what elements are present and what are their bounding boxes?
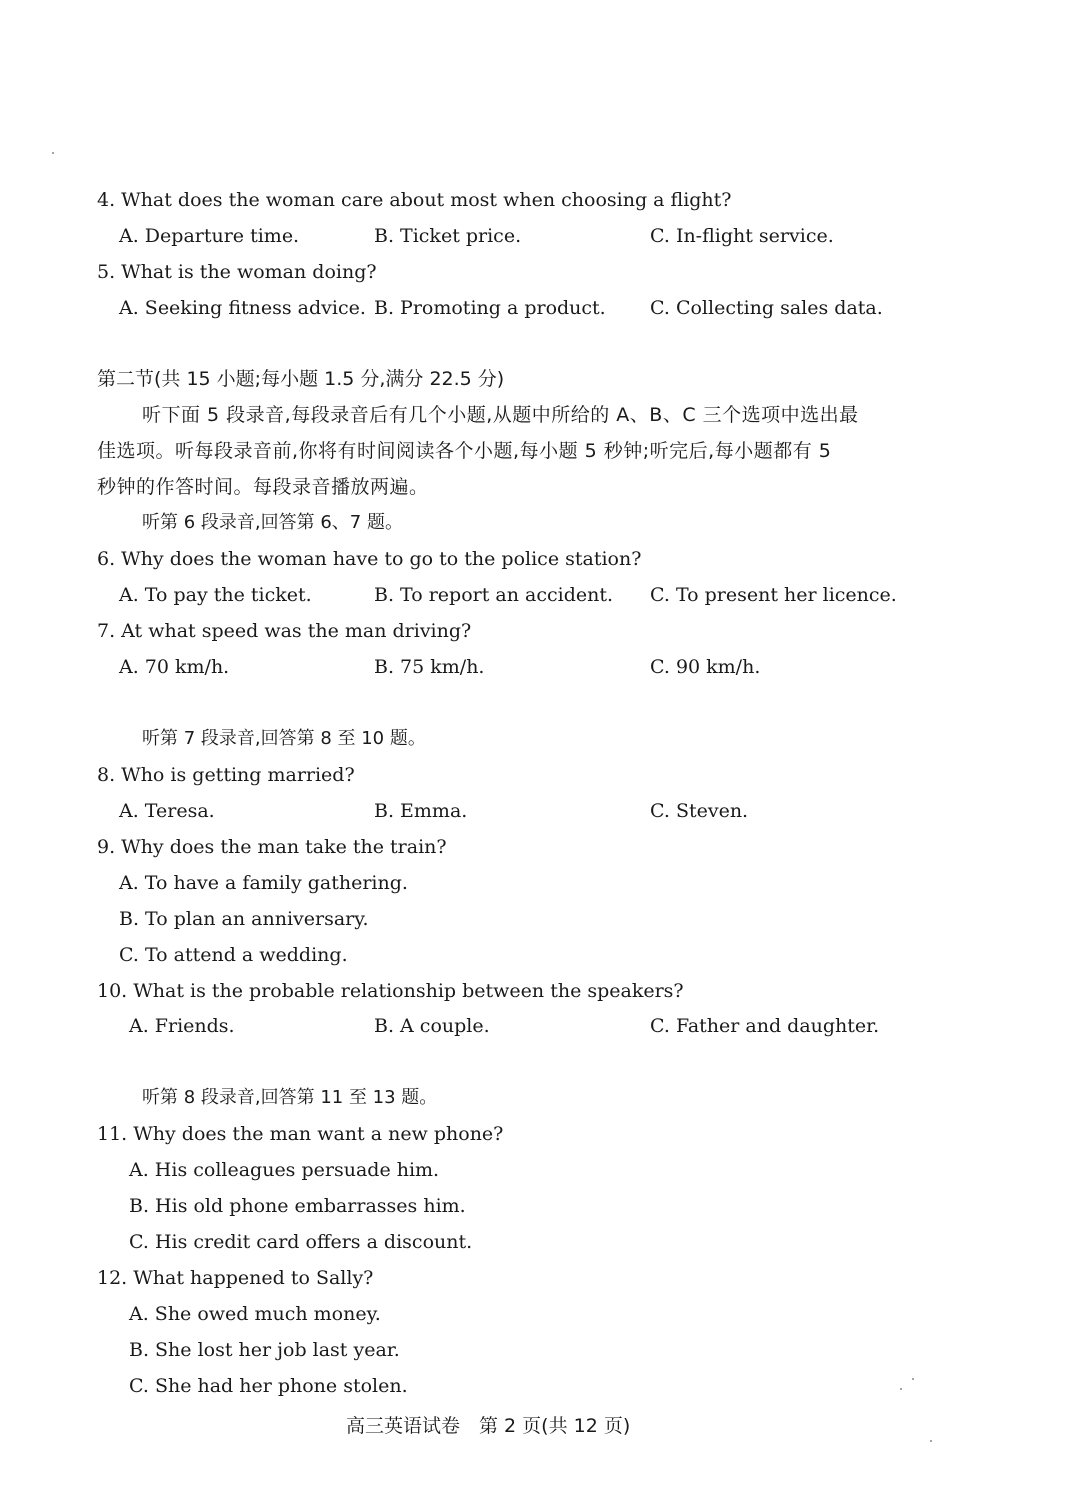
section-2-title: 第二节(共 15 小题;每小题 1.5 分,满分 22.5 分) [97, 368, 505, 390]
section-2-instructions-line-1: 听下面 5 段录音,每段录音后有几个小题,从题中所给的 A、B、C 三个选项中选出最 [142, 404, 859, 426]
question-9-option-a: A. To have a family gathering. [119, 872, 408, 894]
question-8-option-c: C. Steven. [650, 800, 749, 822]
recording-7-heading: 听第 7 段录音,回答第 8 至 10 题。 [142, 728, 426, 749]
question-9-option-c: C. To attend a wedding. [119, 944, 348, 966]
question-6-option-b: B. To report an accident. [374, 584, 614, 606]
question-5-option-a: A. Seeking fitness advice. [119, 297, 366, 319]
question-10-option-b: B. A couple. [374, 1015, 490, 1037]
section-2-instructions-line-2: 佳选项。听每段录音前,你将有时间阅读各个小题,每小题 5 秒钟;听完后,每小题都有 5 [97, 440, 832, 462]
question-12-option-b: B. She lost her job last year. [129, 1339, 400, 1361]
question-9-stem: 9. Why does the man take the train? [97, 836, 447, 858]
recording-6-heading: 听第 6 段录音,回答第 6、7 题。 [142, 512, 403, 533]
question-10-option-c: C. Father and daughter. [650, 1015, 880, 1037]
question-4-option-c: C. In-flight service. [650, 225, 834, 247]
question-8-option-b: B. Emma. [374, 800, 468, 822]
question-12-option-a: A. She owed much money. [129, 1303, 381, 1325]
question-11-option-c: C. His credit card offers a discount. [129, 1231, 473, 1253]
question-6-option-a: A. To pay the ticket. [119, 584, 312, 606]
question-4-option-a: A. Departure time. [119, 225, 300, 247]
question-8-stem: 8. Who is getting married? [97, 764, 355, 786]
question-8-option-a: A. Teresa. [119, 800, 215, 822]
section-2-instructions-line-3: 秒钟的作答时间。每段录音播放两遍。 [97, 476, 429, 498]
scan-speck [900, 1388, 902, 1390]
question-6-option-c: C. To present her licence. [650, 584, 897, 606]
question-7-option-b: B. 75 km/h. [374, 656, 485, 678]
question-12-option-c: C. She had her phone stolen. [129, 1375, 408, 1397]
question-11-option-b: B. His old phone embarrasses him. [129, 1195, 466, 1217]
page-footer: 高三英语试卷 第 2 页(共 12 页) [346, 1415, 631, 1437]
question-12-stem: 12. What happened to Sally? [97, 1267, 374, 1289]
question-9-option-b: B. To plan an anniversary. [119, 908, 369, 930]
question-5-option-b: B. Promoting a product. [374, 297, 606, 319]
scan-speck [930, 1440, 932, 1442]
recording-8-heading: 听第 8 段录音,回答第 11 至 13 题。 [142, 1087, 438, 1108]
scan-speck [52, 152, 54, 154]
question-10-stem: 10. What is the probable relationship between the speakers? [97, 980, 684, 1002]
question-7-stem: 7. At what speed was the man driving? [97, 620, 472, 642]
question-11-option-a: A. His colleagues persuade him. [129, 1159, 440, 1181]
question-7-option-a: A. 70 km/h. [119, 656, 230, 678]
question-11-stem: 11. Why does the man want a new phone? [97, 1123, 504, 1145]
question-5-option-c: C. Collecting sales data. [650, 297, 883, 319]
question-10-option-a: A. Friends. [129, 1015, 235, 1037]
question-7-option-c: C. 90 km/h. [650, 656, 761, 678]
question-5-stem: 5. What is the woman doing? [97, 261, 377, 283]
scan-speck [912, 1378, 914, 1380]
question-4-option-b: B. Ticket price. [374, 225, 522, 247]
question-4-stem: 4. What does the woman care about most when choosing a flight? [97, 189, 732, 211]
question-6-stem: 6. Why does the woman have to go to the police station? [97, 548, 642, 570]
